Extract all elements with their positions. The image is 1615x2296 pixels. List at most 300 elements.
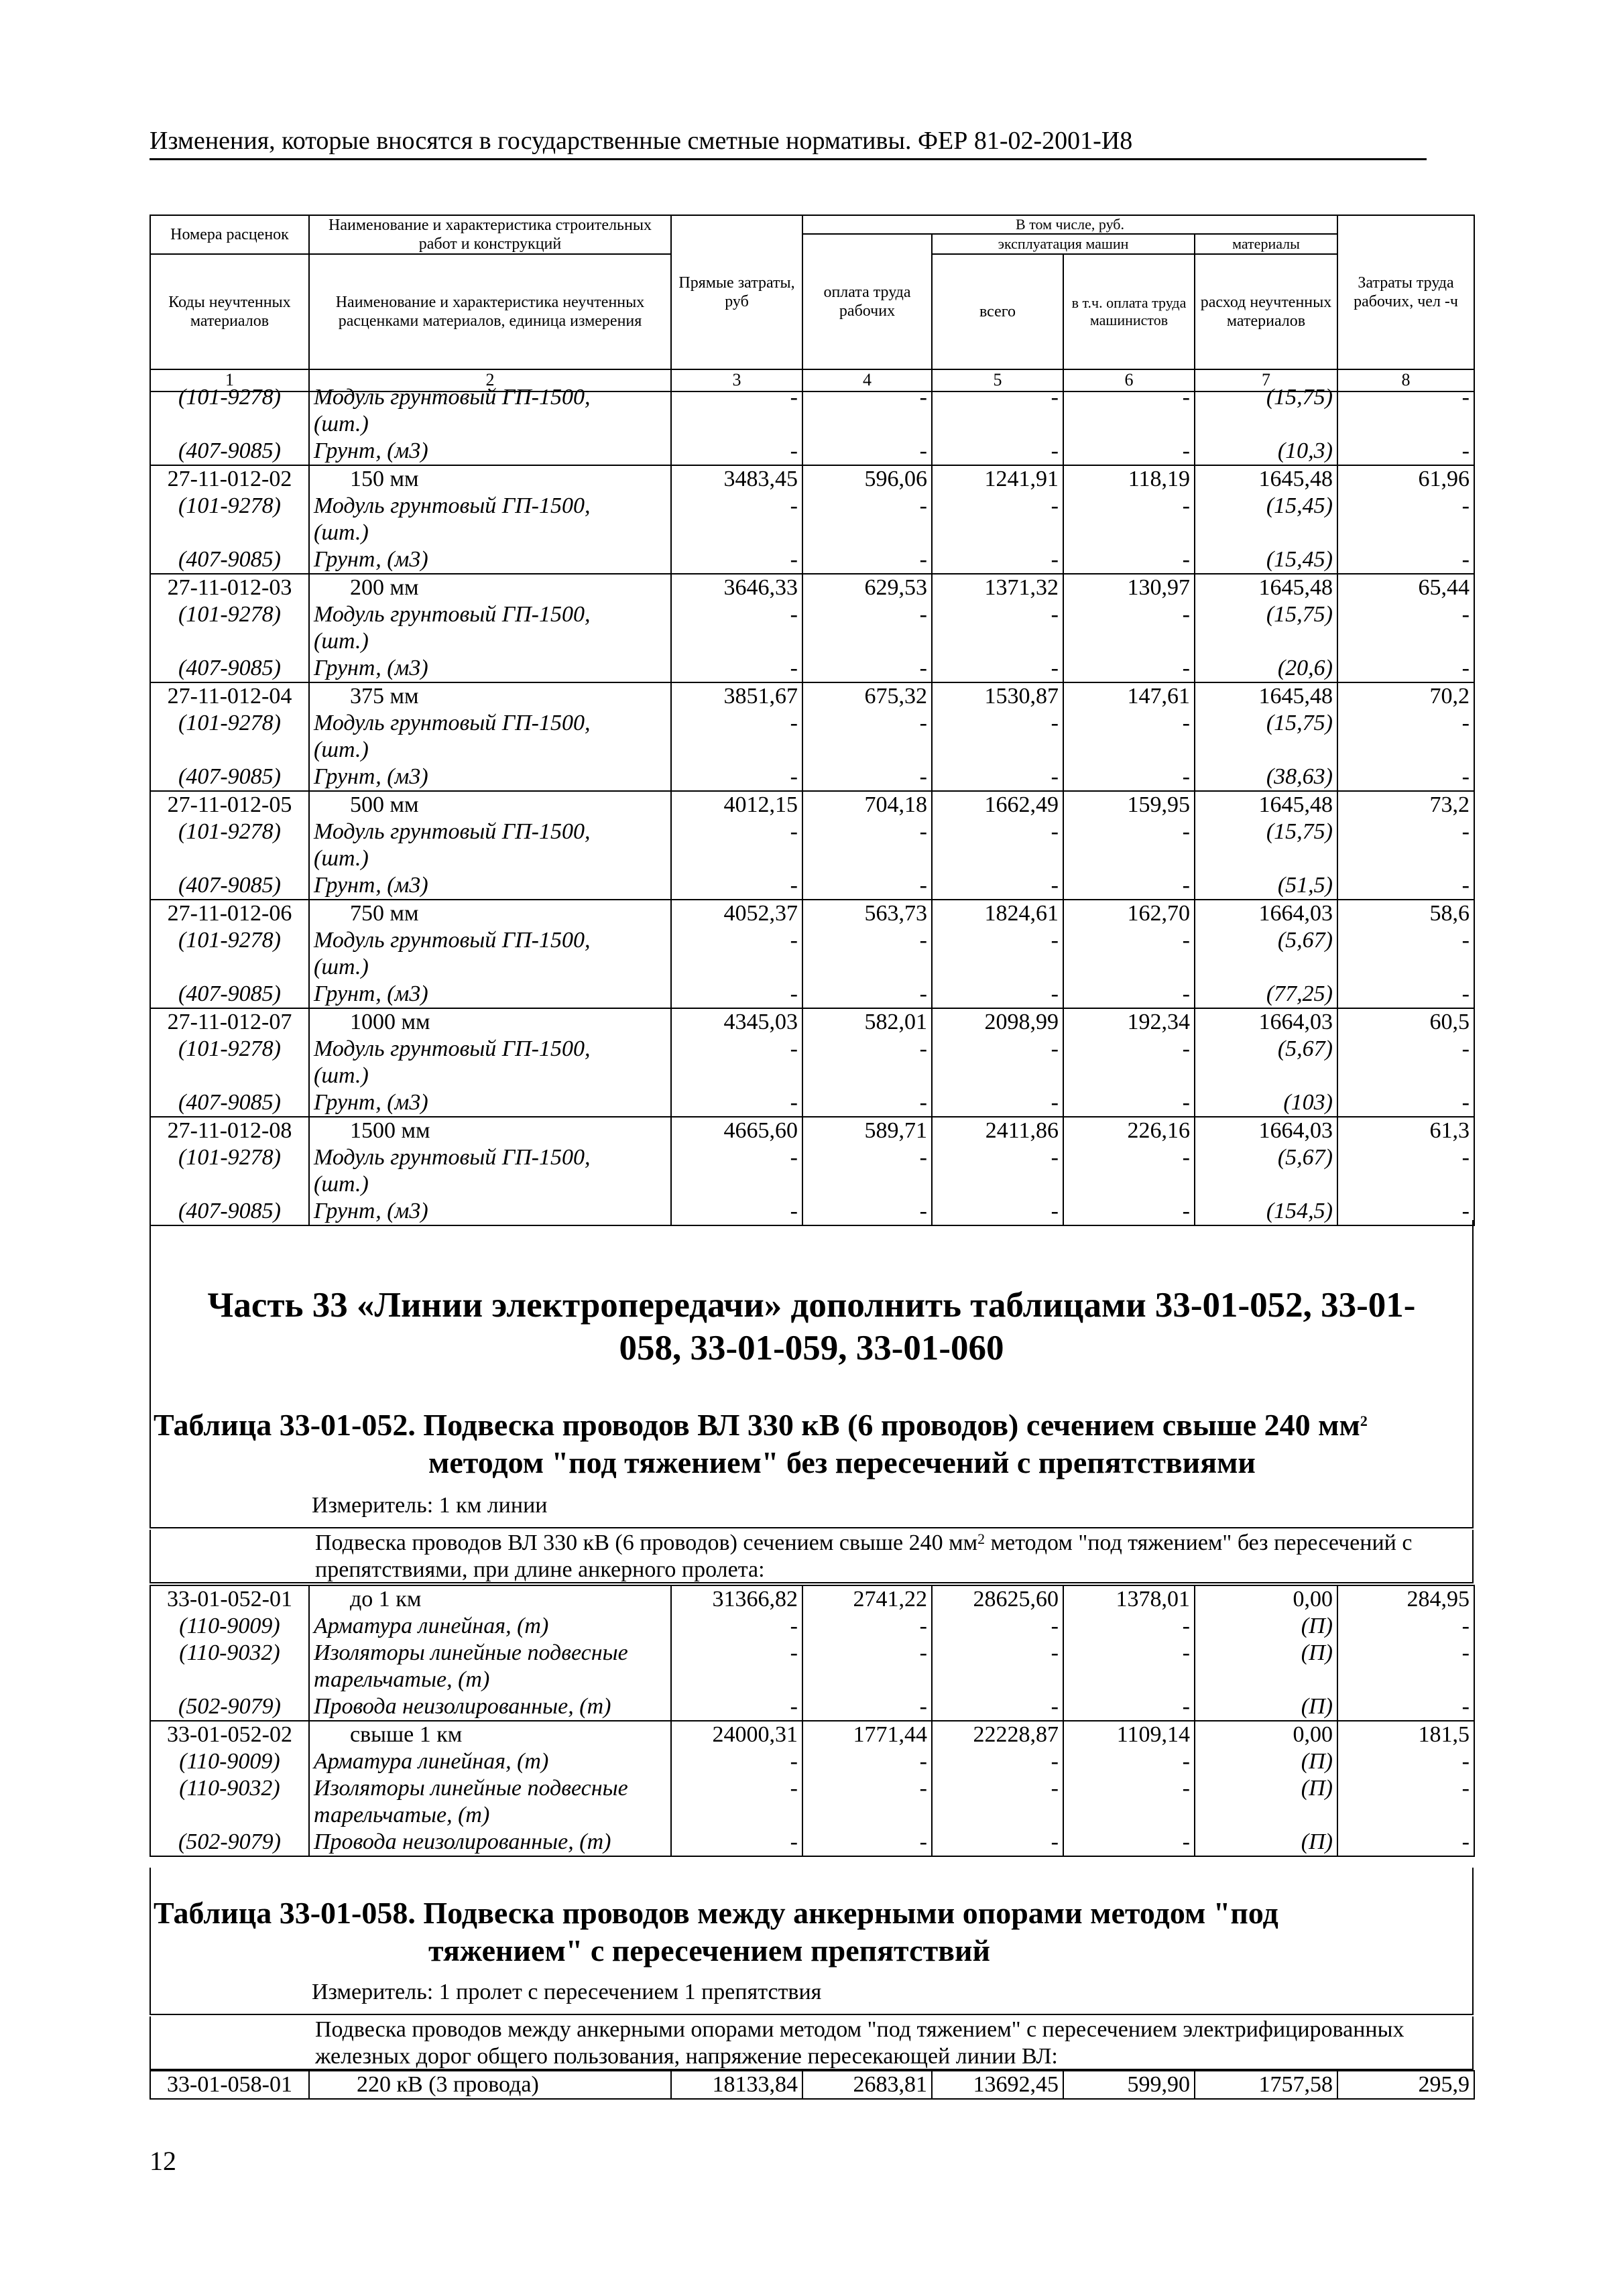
labor-hours: 295,9 bbox=[1337, 2071, 1474, 2099]
rate-code: (407-9085) bbox=[150, 981, 309, 1008]
rate-code: (502-9079) bbox=[150, 1693, 309, 1721]
table058-title-line2: тяжением" с пересечением препятствий bbox=[428, 1933, 991, 1968]
labor-pay bbox=[802, 1171, 932, 1198]
rate-name: (шт.) bbox=[309, 411, 671, 438]
col-number: 4 bbox=[802, 369, 932, 391]
rate-code bbox=[150, 1171, 309, 1198]
direct-cost: 24000,31 bbox=[671, 1721, 802, 1748]
machine-total: - bbox=[932, 655, 1063, 682]
labor-hours: - bbox=[1337, 1693, 1474, 1721]
machinist-pay: 226,16 bbox=[1063, 1117, 1195, 1144]
rate-name: Модуль грунтовый ГП-1500, bbox=[309, 493, 671, 520]
rate-code: (110-9009) bbox=[150, 1748, 309, 1775]
rate-code: (110-9009) bbox=[150, 1613, 309, 1640]
machine-total: - bbox=[932, 601, 1063, 628]
rate-code: 27-11-012-03 bbox=[150, 574, 309, 601]
labor-pay: - bbox=[802, 601, 932, 628]
table-row bbox=[150, 493, 1474, 520]
direct-cost: - bbox=[671, 872, 802, 900]
machinist-pay: - bbox=[1063, 1089, 1195, 1117]
labor-hours bbox=[1337, 845, 1474, 872]
machinist-pay: 599,90 bbox=[1063, 2071, 1195, 2099]
direct-cost bbox=[671, 954, 802, 981]
machine-total: - bbox=[932, 1640, 1063, 1667]
materials-cost bbox=[1195, 845, 1337, 872]
labor-pay bbox=[802, 1063, 932, 1089]
labor-hours: 58,6 bbox=[1337, 900, 1474, 927]
labor-pay bbox=[802, 845, 932, 872]
rate-name: Изоляторы линейные подвесные bbox=[309, 1640, 671, 1667]
labor-pay: - bbox=[802, 872, 932, 900]
labor-pay: - bbox=[802, 819, 932, 845]
labor-pay: - bbox=[802, 1693, 932, 1721]
labor-pay: 563,73 bbox=[802, 900, 932, 927]
labor-pay: - bbox=[802, 764, 932, 791]
materials-cost bbox=[1195, 1171, 1337, 1198]
table052-title bbox=[151, 1406, 1472, 1482]
direct-cost: - bbox=[671, 764, 802, 791]
direct-cost: - bbox=[671, 1089, 802, 1117]
machine-total: - bbox=[932, 1198, 1063, 1225]
machinist-pay: - bbox=[1063, 546, 1195, 574]
rate-name: (шт.) bbox=[309, 520, 671, 546]
machinist-pay: - bbox=[1063, 1640, 1195, 1667]
rate-name: (шт.) bbox=[309, 1171, 671, 1198]
rates-table-27-11-012 bbox=[149, 384, 1475, 1226]
labor-pay: - bbox=[802, 981, 932, 1008]
labor-hours bbox=[1337, 1063, 1474, 1089]
col2-top-label: Наименование и характеристика строительных работ и конструкций bbox=[309, 215, 671, 254]
rate-code: 33-01-058-01 bbox=[150, 2071, 309, 2099]
table-row bbox=[150, 1693, 1474, 1721]
part33-section bbox=[149, 1220, 1474, 1528]
labor-hours bbox=[1337, 411, 1474, 438]
labor-pay: - bbox=[802, 1144, 932, 1171]
materials-cost bbox=[1195, 411, 1337, 438]
machine-total: 2411,86 bbox=[932, 1117, 1063, 1144]
machinist-pay bbox=[1063, 954, 1195, 981]
materials-cost: 1645,48 bbox=[1195, 682, 1337, 710]
table052-measure: Измеритель: 1 км линии bbox=[312, 1493, 548, 1518]
machine-total: 1530,87 bbox=[932, 682, 1063, 710]
col-number: 8 bbox=[1337, 369, 1474, 391]
machinist-pay: - bbox=[1063, 872, 1195, 900]
labor-hours: - bbox=[1337, 601, 1474, 628]
table-row bbox=[150, 384, 1474, 411]
materials-cost: (5,67) bbox=[1195, 1036, 1337, 1063]
rate-code: (101-9278) bbox=[150, 384, 309, 411]
rate-name: Грунт, (м3) bbox=[309, 1198, 671, 1225]
labor-hours: - bbox=[1337, 1775, 1474, 1802]
machinist-pay: 162,70 bbox=[1063, 900, 1195, 927]
machine-total: 1241,91 bbox=[932, 465, 1063, 493]
labor-hours: 284,95 bbox=[1337, 1585, 1474, 1613]
machinist-pay: - bbox=[1063, 384, 1195, 411]
table-row bbox=[150, 1171, 1474, 1198]
col5-label: всего bbox=[932, 254, 1063, 369]
machinist-pay: - bbox=[1063, 1036, 1195, 1063]
rate-code: 27-11-012-05 bbox=[150, 791, 309, 819]
labor-hours: - bbox=[1337, 1089, 1474, 1117]
materials-label: материалы bbox=[1195, 234, 1337, 254]
labor-hours: - bbox=[1337, 655, 1474, 682]
machine-total bbox=[932, 1667, 1063, 1693]
materials-cost bbox=[1195, 1667, 1337, 1693]
rate-name: (шт.) bbox=[309, 954, 671, 981]
table052-title-sup: 2 bbox=[1360, 1412, 1368, 1429]
direct-cost: - bbox=[671, 1613, 802, 1640]
table-header bbox=[149, 215, 1475, 392]
machinist-pay: 1109,14 bbox=[1063, 1721, 1195, 1748]
materials-cost: (15,75) bbox=[1195, 710, 1337, 737]
labor-pay bbox=[802, 954, 932, 981]
rate-name: Грунт, (м3) bbox=[309, 438, 671, 465]
col1-bottom-label: Коды неучтенных материалов bbox=[150, 254, 309, 369]
machinist-pay: - bbox=[1063, 438, 1195, 465]
materials-cost: (10,3) bbox=[1195, 438, 1337, 465]
rate-name: Грунт, (м3) bbox=[309, 1089, 671, 1117]
machine-total: - bbox=[932, 872, 1063, 900]
direct-cost: - bbox=[671, 819, 802, 845]
materials-cost: 1645,48 bbox=[1195, 465, 1337, 493]
machine-total: - bbox=[932, 1144, 1063, 1171]
machinist-pay: - bbox=[1063, 1829, 1195, 1856]
table-row bbox=[150, 845, 1474, 872]
direct-cost: 3646,33 bbox=[671, 574, 802, 601]
table-row bbox=[150, 927, 1474, 954]
machinist-pay: - bbox=[1063, 1693, 1195, 1721]
col4-label: оплата труда рабочих bbox=[802, 234, 932, 369]
labor-pay: 2741,22 bbox=[802, 1585, 932, 1613]
table-row bbox=[150, 819, 1474, 845]
materials-cost: 1664,03 bbox=[1195, 1008, 1337, 1036]
labor-hours: - bbox=[1337, 872, 1474, 900]
rate-code: (407-9085) bbox=[150, 438, 309, 465]
table-row bbox=[150, 954, 1474, 981]
col8-label: Затраты труда рабочих, чел -ч bbox=[1337, 215, 1474, 369]
direct-cost bbox=[671, 1171, 802, 1198]
machine-total: - bbox=[932, 1036, 1063, 1063]
rate-code: (101-9278) bbox=[150, 819, 309, 845]
labor-hours bbox=[1337, 628, 1474, 655]
labor-hours: - bbox=[1337, 1748, 1474, 1775]
table-row bbox=[150, 1036, 1474, 1063]
machinist-pay: - bbox=[1063, 927, 1195, 954]
labor-pay bbox=[802, 520, 932, 546]
rate-name: Грунт, (м3) bbox=[309, 872, 671, 900]
machinist-pay: - bbox=[1063, 981, 1195, 1008]
rate-name: Провода неизолированные, (т) bbox=[309, 1829, 671, 1856]
rate-name: Провода неизолированные, (т) bbox=[309, 1693, 671, 1721]
materials-cost: (154,5) bbox=[1195, 1198, 1337, 1225]
machine-total bbox=[932, 737, 1063, 764]
rate-code: 33-01-052-01 bbox=[150, 1585, 309, 1613]
labor-pay: - bbox=[802, 1613, 932, 1640]
machinist-pay: - bbox=[1063, 1748, 1195, 1775]
materials-cost: (77,25) bbox=[1195, 981, 1337, 1008]
rate-name: Модуль грунтовый ГП-1500, bbox=[309, 1144, 671, 1171]
rate-code bbox=[150, 520, 309, 546]
labor-hours bbox=[1337, 1667, 1474, 1693]
rate-code: (407-9085) bbox=[150, 655, 309, 682]
labor-hours: - bbox=[1337, 438, 1474, 465]
machinist-pay: 1378,01 bbox=[1063, 1585, 1195, 1613]
table-row bbox=[150, 1802, 1474, 1829]
machine-total: - bbox=[932, 438, 1063, 465]
labor-pay: - bbox=[802, 927, 932, 954]
machine-total: 1371,32 bbox=[932, 574, 1063, 601]
direct-cost: - bbox=[671, 927, 802, 954]
table052-title-line2: методом "под тяжением" без пересечений с препятствиями bbox=[428, 1445, 1256, 1479]
machinist-pay bbox=[1063, 411, 1195, 438]
direct-cost bbox=[671, 1063, 802, 1089]
rate-name: 1500 мм bbox=[309, 1117, 671, 1144]
rate-code: (407-9085) bbox=[150, 1089, 309, 1117]
materials-cost: (51,5) bbox=[1195, 872, 1337, 900]
machine-total bbox=[932, 628, 1063, 655]
materials-cost: (П) bbox=[1195, 1640, 1337, 1667]
machinist-pay bbox=[1063, 737, 1195, 764]
rate-name: 1000 мм bbox=[309, 1008, 671, 1036]
machine-total bbox=[932, 411, 1063, 438]
labor-hours: 61,96 bbox=[1337, 465, 1474, 493]
rate-name: Грунт, (м3) bbox=[309, 655, 671, 682]
labor-hours: - bbox=[1337, 1613, 1474, 1640]
rate-name: Грунт, (м3) bbox=[309, 764, 671, 791]
materials-cost: (П) bbox=[1195, 1775, 1337, 1802]
table058-description bbox=[149, 2016, 1474, 2070]
direct-cost: 4345,03 bbox=[671, 1008, 802, 1036]
materials-cost: (103) bbox=[1195, 1089, 1337, 1117]
table-row bbox=[150, 872, 1474, 900]
machinist-pay: - bbox=[1063, 655, 1195, 682]
machinist-pay: - bbox=[1063, 1198, 1195, 1225]
labor-pay: - bbox=[802, 1775, 932, 1802]
direct-cost: - bbox=[671, 710, 802, 737]
labor-pay: - bbox=[802, 1198, 932, 1225]
table052-desc-sup: 2 bbox=[977, 1530, 985, 1547]
machine-total bbox=[932, 954, 1063, 981]
rate-code bbox=[150, 1667, 309, 1693]
table-row bbox=[150, 1613, 1474, 1640]
rates-table-33-01-052 bbox=[149, 1585, 1475, 1857]
labor-hours: 181,5 bbox=[1337, 1721, 1474, 1748]
labor-hours: - bbox=[1337, 927, 1474, 954]
table-row bbox=[150, 1748, 1474, 1775]
direct-cost: 31366,82 bbox=[671, 1585, 802, 1613]
rate-name: (шт.) bbox=[309, 628, 671, 655]
rate-code bbox=[150, 737, 309, 764]
labor-hours: - bbox=[1337, 546, 1474, 574]
table-row bbox=[150, 1640, 1474, 1667]
labor-hours: 61,3 bbox=[1337, 1117, 1474, 1144]
labor-pay: - bbox=[802, 1748, 932, 1775]
labor-hours: - bbox=[1337, 710, 1474, 737]
materials-cost: (15,45) bbox=[1195, 493, 1337, 520]
labor-hours: - bbox=[1337, 493, 1474, 520]
table-row bbox=[150, 520, 1474, 546]
table052-description bbox=[149, 1530, 1474, 1583]
machinist-pay bbox=[1063, 1802, 1195, 1829]
col-number: 1 bbox=[150, 369, 309, 391]
col1-top-label: Номера расценок bbox=[150, 215, 309, 254]
direct-cost: 4665,60 bbox=[671, 1117, 802, 1144]
machinist-pay bbox=[1063, 845, 1195, 872]
rate-name: 500 мм bbox=[309, 791, 671, 819]
table-row bbox=[150, 1089, 1474, 1117]
machine-total bbox=[932, 520, 1063, 546]
machine-total: - bbox=[932, 1089, 1063, 1117]
labor-pay: 596,06 bbox=[802, 465, 932, 493]
rate-name: (шт.) bbox=[309, 845, 671, 872]
table-row bbox=[150, 465, 1474, 493]
machine-total: - bbox=[932, 493, 1063, 520]
materials-cost bbox=[1195, 1802, 1337, 1829]
direct-cost: 4012,15 bbox=[671, 791, 802, 819]
machinist-pay: 118,19 bbox=[1063, 465, 1195, 493]
direct-cost: - bbox=[671, 1829, 802, 1856]
machinist-pay: - bbox=[1063, 764, 1195, 791]
machinist-pay bbox=[1063, 1667, 1195, 1693]
table-row bbox=[150, 1117, 1474, 1144]
table-row bbox=[150, 981, 1474, 1008]
labor-hours: - bbox=[1337, 1036, 1474, 1063]
materials-cost bbox=[1195, 520, 1337, 546]
materials-cost: (15,45) bbox=[1195, 546, 1337, 574]
labor-hours: - bbox=[1337, 819, 1474, 845]
rate-name: Модуль грунтовый ГП-1500, bbox=[309, 601, 671, 628]
direct-cost bbox=[671, 1667, 802, 1693]
table-row bbox=[150, 1667, 1474, 1693]
table058-section bbox=[149, 1868, 1474, 2015]
machine-total bbox=[932, 1171, 1063, 1198]
machinist-pay: 147,61 bbox=[1063, 682, 1195, 710]
labor-pay: 629,53 bbox=[802, 574, 932, 601]
direct-cost: - bbox=[671, 1775, 802, 1802]
direct-cost: - bbox=[671, 981, 802, 1008]
page-header: Изменения, которые вносятся в государственные сметные нормативы. ФЕР 81-02-2001-И8 bbox=[149, 127, 1133, 155]
materials-cost: (5,67) bbox=[1195, 927, 1337, 954]
machine-total: - bbox=[932, 1748, 1063, 1775]
labor-hours bbox=[1337, 520, 1474, 546]
labor-pay: - bbox=[802, 655, 932, 682]
rate-name: свыше 1 км bbox=[309, 1721, 671, 1748]
table-row bbox=[150, 574, 1474, 601]
machinist-pay bbox=[1063, 1171, 1195, 1198]
table052-title-line1: Таблица 33-01-052. Подвеска проводов ВЛ 330 кВ (6 проводов) сечением свыше 240 мм bbox=[154, 1408, 1360, 1442]
direct-cost: 3851,67 bbox=[671, 682, 802, 710]
labor-pay bbox=[802, 1802, 932, 1829]
machine-total: - bbox=[932, 1829, 1063, 1856]
machinist-pay: - bbox=[1063, 1613, 1195, 1640]
rate-code: (101-9278) bbox=[150, 710, 309, 737]
labor-pay bbox=[802, 628, 932, 655]
rate-code bbox=[150, 845, 309, 872]
direct-cost bbox=[671, 737, 802, 764]
labor-hours: 65,44 bbox=[1337, 574, 1474, 601]
labor-pay: - bbox=[802, 1640, 932, 1667]
rate-code: (101-9278) bbox=[150, 1036, 309, 1063]
machine-total: 22228,87 bbox=[932, 1721, 1063, 1748]
labor-pay: - bbox=[802, 384, 932, 411]
materials-cost: (5,67) bbox=[1195, 1144, 1337, 1171]
machine-total: - bbox=[932, 710, 1063, 737]
machinist-pay: 130,97 bbox=[1063, 574, 1195, 601]
rate-code: (407-9085) bbox=[150, 546, 309, 574]
rate-code: 33-01-052-02 bbox=[150, 1721, 309, 1748]
direct-cost: - bbox=[671, 1198, 802, 1225]
machinist-pay: - bbox=[1063, 710, 1195, 737]
rate-code: 27-11-012-07 bbox=[150, 1008, 309, 1036]
rate-code: 27-11-012-04 bbox=[150, 682, 309, 710]
rate-code: 27-11-012-06 bbox=[150, 900, 309, 927]
machine-total: - bbox=[932, 981, 1063, 1008]
rate-code: (110-9032) bbox=[150, 1640, 309, 1667]
rate-code bbox=[150, 1802, 309, 1829]
materials-cost: 1757,58 bbox=[1195, 2071, 1337, 2099]
machine-total bbox=[932, 845, 1063, 872]
machinist-pay: - bbox=[1063, 819, 1195, 845]
materials-cost: (П) bbox=[1195, 1748, 1337, 1775]
machine-total: 2098,99 bbox=[932, 1008, 1063, 1036]
machines-label: эксплуатация машин bbox=[932, 234, 1195, 254]
materials-cost: (15,75) bbox=[1195, 601, 1337, 628]
rate-name: 375 мм bbox=[309, 682, 671, 710]
rate-name: Грунт, (м3) bbox=[309, 546, 671, 574]
labor-pay: - bbox=[802, 546, 932, 574]
rate-name: до 1 км bbox=[309, 1585, 671, 1613]
rate-name: Модуль грунтовый ГП-1500, bbox=[309, 819, 671, 845]
rate-name: тарельчатые, (т) bbox=[309, 1667, 671, 1693]
rate-code: (407-9085) bbox=[150, 872, 309, 900]
labor-pay: - bbox=[802, 1829, 932, 1856]
table-row bbox=[150, 1063, 1474, 1089]
table-row bbox=[150, 900, 1474, 927]
rate-code: 27-11-012-02 bbox=[150, 465, 309, 493]
table-row bbox=[150, 1008, 1474, 1036]
labor-pay: 1771,44 bbox=[802, 1721, 932, 1748]
col-number: 2 bbox=[309, 369, 671, 391]
rate-name: 200 мм bbox=[309, 574, 671, 601]
including-label: В том числе, руб. bbox=[802, 215, 1337, 234]
part33-title: Часть 33 «Линии электропередачи» дополнить таблицами 33-01-052, 33-01-058, 33-01-059, 33-01-060 bbox=[207, 1286, 1416, 1368]
labor-pay: 589,71 bbox=[802, 1117, 932, 1144]
labor-pay: - bbox=[802, 493, 932, 520]
machinist-pay: - bbox=[1063, 1775, 1195, 1802]
machine-total: - bbox=[932, 764, 1063, 791]
materials-cost: 0,00 bbox=[1195, 1585, 1337, 1613]
labor-hours: - bbox=[1337, 764, 1474, 791]
rate-code: (407-9085) bbox=[150, 1198, 309, 1225]
rate-name: Арматура линейная, (т) bbox=[309, 1748, 671, 1775]
col7-label: расход неучтенных материалов bbox=[1195, 254, 1337, 369]
direct-cost: - bbox=[671, 438, 802, 465]
rate-name: (шт.) bbox=[309, 737, 671, 764]
rate-name: Модуль грунтовый ГП-1500, bbox=[309, 384, 671, 411]
direct-cost: 18133,84 bbox=[671, 2071, 802, 2099]
direct-cost bbox=[671, 1802, 802, 1829]
machine-total: - bbox=[932, 546, 1063, 574]
labor-pay: 704,18 bbox=[802, 791, 932, 819]
table-row bbox=[150, 1585, 1474, 1613]
col-number: 7 bbox=[1195, 369, 1337, 391]
labor-hours bbox=[1337, 1171, 1474, 1198]
machinist-pay: - bbox=[1063, 601, 1195, 628]
machine-total: 13692,45 bbox=[932, 2071, 1063, 2099]
table-row bbox=[150, 1829, 1474, 1856]
machine-total bbox=[932, 1063, 1063, 1089]
labor-pay: - bbox=[802, 438, 932, 465]
